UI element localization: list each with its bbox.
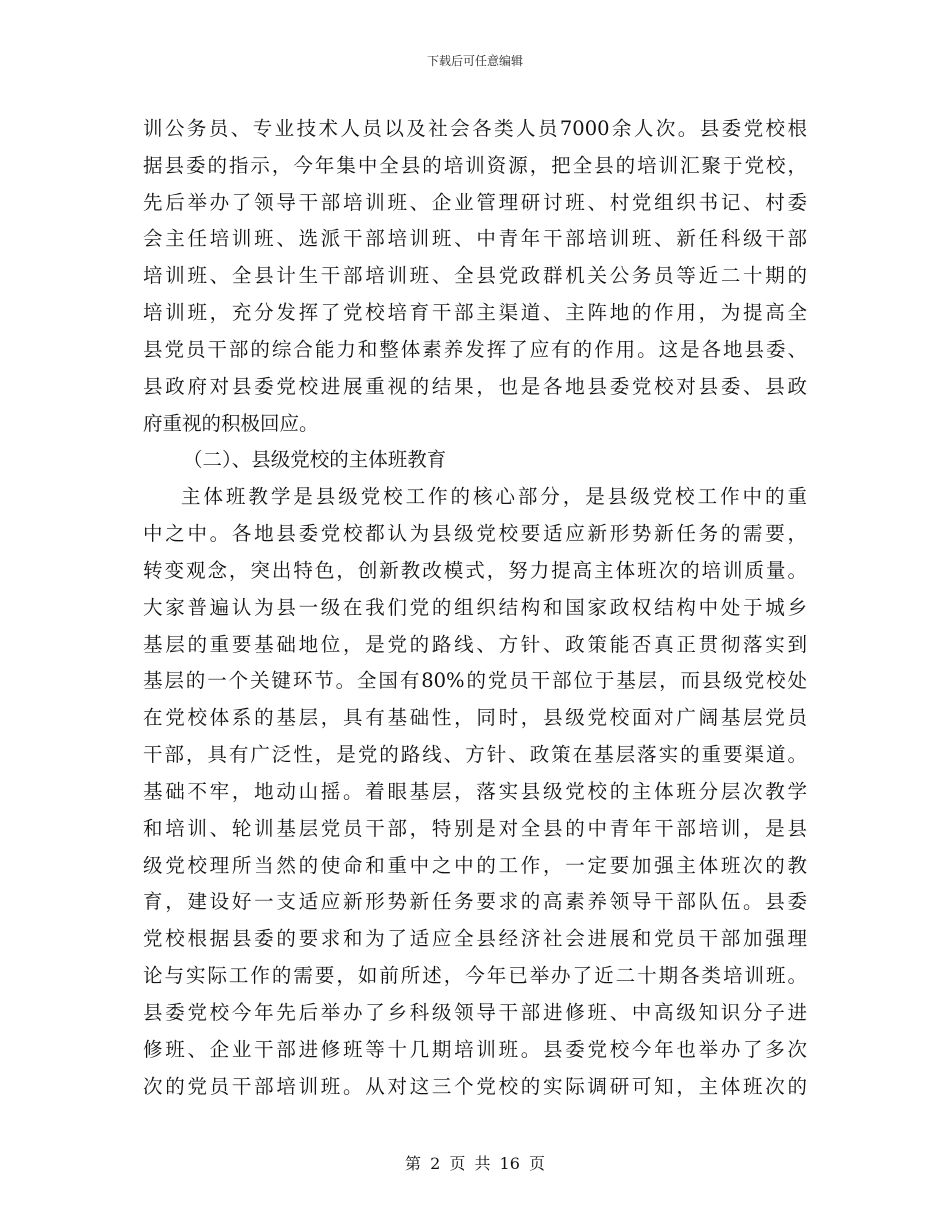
body-line: 和培训、轮训基层党员干部，特别是对全县的中青年干部培训，是县 — [143, 816, 807, 840]
body-line: 府重视的积极回应。 — [143, 411, 319, 435]
body-line: 次的党员干部培训班。从对这三个党校的实际调研可知，主体班次的 — [143, 1074, 807, 1098]
section-heading: （二）、县级党校的主体班教育 — [183, 448, 447, 472]
body-line: 育，建设好一支适应新形势新任务要求的高素养领导干部队伍。县委 — [143, 890, 807, 914]
body-line: 在党校体系的基层，具有基础性，同时，县级党校面对广阔基层党员 — [143, 706, 807, 730]
body-line: 县党员干部的综合能力和整体素养发挥了应有的作用。这是各地县委、 — [143, 337, 807, 361]
body-line: 会主任培训班、选派干部培训班、中青年干部培训班、新任科级干部 — [143, 227, 807, 251]
body-line: 修班、企业干部进修班等十几期培训班。县委党校今年也举办了多次 — [143, 1037, 807, 1061]
body-line: 培训班，充分发挥了党校培育干部主渠道、主阵地的作用，为提高全 — [143, 301, 807, 325]
body-line: 基层的一个关键环节。全国有80%的党员干部位于基层，而县级党校处 — [143, 669, 807, 693]
body-line: 县委党校今年先后举办了乡科级领导干部进修班、中高级知识分子进 — [143, 1000, 807, 1024]
body-line: 基层的重要基础地位，是党的路线、方针、政策能否真正贯彻落实到 — [143, 632, 807, 656]
body-line: 县政府对县委党校进展重视的结果，也是各地县委党校对县委、县政 — [143, 374, 807, 398]
body-line: 先后举办了领导干部培训班、企业管理研讨班、村党组织书记、村委 — [143, 190, 807, 214]
body-line: 据县委的指示，今年集中全县的培训资源，把全县的培训汇聚于党校， — [143, 153, 807, 177]
body-line: 主体班教学是县级党校工作的核心部分，是县级党校工作中的重 — [181, 485, 807, 509]
body-line: 党校根据县委的要求和为了适应全县经济社会进展和党员干部加强理 — [143, 927, 807, 951]
body-line: 论与实际工作的需要，如前所述，今年已举办了近二十期各类培训班。 — [143, 964, 807, 988]
body-line: 大家普遍认为县一级在我们党的组织结构和国家政权结构中处于城乡 — [143, 595, 807, 619]
body-line: 基础不牢，地动山摇。着眼基层，落实县级党校的主体班分层次教学 — [143, 779, 807, 803]
body-line: 级党校理所当然的使命和重中之中的工作，一定要加强主体班次的教 — [143, 853, 807, 877]
body-line: 转变观念，突出特色，创新教改模式，努力提高主体班次的培训质量。 — [143, 558, 807, 582]
body-line: 干部，具有广泛性，是党的路线、方针、政策在基层落实的重要渠道。 — [143, 743, 807, 767]
body-line: 训公务员、专业技术人员以及社会各类人员7000余人次。县委党校根 — [143, 117, 807, 140]
body-line: 中之中。各地县委党校都认为县级党校要适应新形势新任务的需要， — [143, 522, 807, 546]
page-number-footer: 第 2 页 共 16 页 — [405, 1154, 545, 1173]
document-body — [143, 111, 807, 1105]
page-header-note: 下载后可任意编辑 — [426, 54, 523, 68]
body-line: 培训班、全县计生干部培训班、全县党政群机关公务员等近二十期的 — [143, 264, 807, 288]
